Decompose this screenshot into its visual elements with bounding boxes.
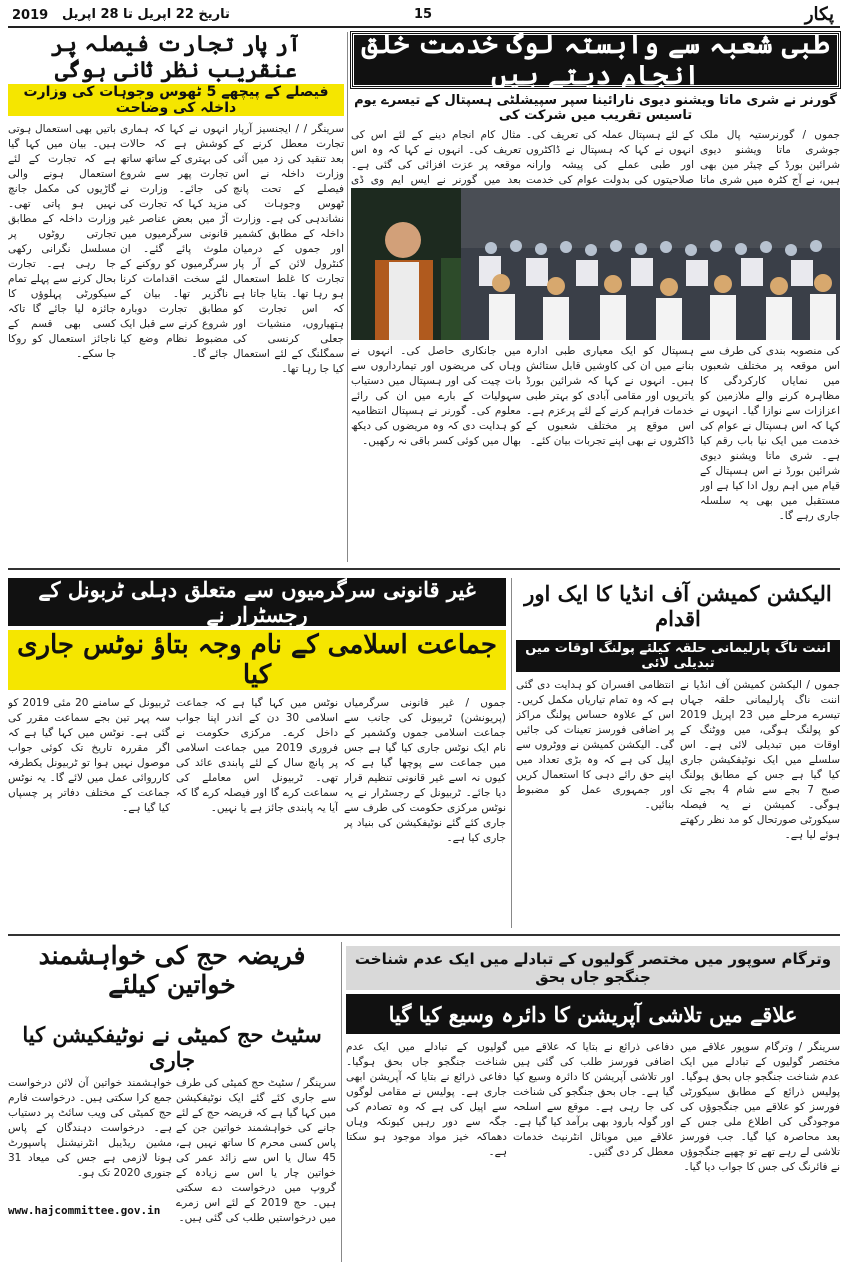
section-separator: [8, 568, 840, 570]
masthead-logo: پکار: [804, 4, 834, 25]
haj-story-subhead-box: [8, 1024, 336, 1070]
trade-story-headline-box: [8, 32, 344, 82]
health-story-column: ہسپتال کو ایک معیاری طبی ادارہ بنانے میں ان کی کاوشیں قابل ستائش ہیں۔ انہوں نے کہا کہ شرائین بورڈ یاتریوں اور مقامی آبادی کو بہتر طبی خدمات فراہم کرنے کے لئے پرعزم ہے۔ اس موقع پر مختلف شعبوں کے ڈاکٹروں نے بھی اپنے تجربات بیان کئے۔: [526, 345, 694, 447]
election-story-headline: الیکشن کمیشن آف انڈیا کا ایک اور اقدام: [524, 581, 832, 631]
sopore-story-column: دفاعی ذرائع نے بتایا کہ علاقے میں اضافی فورسز طلب کی گئی ہیں اور تلاشی آپریشن کا دائرہ وسیع کیا گیا ہے۔ جاں بحق جنگجو کی شناخت کی جا رہی ہے۔ موقع سے اسلحہ اور گولہ بارود بھی برآمد کیا گیا ہے۔ علاقے میں موبائل انٹرنیٹ خدمات معطل کر دی گئیں۔: [513, 1041, 674, 1158]
election-story-subhead-box: [516, 640, 840, 672]
jei-story-headline-box: [8, 578, 506, 626]
haj-story-column: خواہشمند خواتین آن لائن درخواست جمع کرا سکتی ہیں۔ درخواست فارم حج کمیٹی کی ویب سائٹ پر دستیاب ہے۔ درخواست دہندگان کے پاس مشین ریڈیبل انٹرنیشنل پاسپورٹ ہونا لازمی ہے جس کی میعاد 31 جنوری 2020 تک ہو۔: [8, 1077, 172, 1179]
page-header-bar: [8, 4, 840, 28]
issue-date-range: تاریخ 22 اپریل تا 28 اپریل: [62, 7, 230, 22]
column-rule: [347, 32, 348, 562]
sopore-story-subhead: علاقے میں تلاشی آپریشن کا دائرہ وسیع کیا گیا: [388, 1001, 798, 1027]
page-number: 15: [414, 7, 433, 22]
jei-story-column: نوٹس میں کہا گیا ہے کہ جماعت اسلامی 30 دن کے اندر اپنا جواب داخل کرے۔ مرکزی حکومت نے فروری 2019 میں جماعت اسلامی پر پانچ سال کے لئے پابندی عائد کی تھی۔ ٹربیونل اس معاملے کی سماعت کرے گا اور فیصلہ کرے گا کہ آیا یہ پابندی جائز ہے یا نہیں۔: [176, 697, 338, 814]
sopore-story-column: گولیوں کے تبادلے میں ایک عدم شناخت جنگجو جاں بحق ہوگیا۔ دفاعی ذرائع نے بتایا کہ آپریشن ابھی جاری ہے۔ پولیس نے مقامی لوگوں سے اپیل کی ہے کہ وہ تصادم کی جگہ سے دور رہیں کیونکہ وہاں دھماکہ خیز مواد موجود ہو سکتا ہے۔: [346, 1041, 507, 1158]
haj-story-column: سرینگر / سٹیٹ حج کمیٹی کی طرف سے جاری کئے گئے ایک نوٹیفکیشن میں کہا گیا ہے کہ فریضہ حج کے لئے جانے کی خواہشمند خواتین جن کے پاس کسی محرم کا ساتھ نہیں ہے، 45 سال یا اس سے زائد عمر کی خواتین چار یا اس سے زیادہ کے گروپ میں درخواست دے سکتی ہیں۔ حج 2019 کے لئے اس زمرے میں درخواستیں طلب کی گئی ہیں۔: [176, 1077, 336, 1224]
column-rule: [511, 578, 512, 928]
jei-story-subhead: جماعت اسلامی کے نام وجہ بتاؤ نوٹس جاری کیا: [17, 630, 497, 690]
election-story-headline-box: [516, 578, 840, 634]
section-separator: [8, 934, 840, 936]
jei-story-column: ٹربیونل کے سامنے 20 مئی 2019 کو سہ پہر تین بجے سماعت مقرر کی گئی ہے۔ نوٹس میں کہا گیا ہے کہ اگر مقررہ تاریخ تک کوئی جواب موصول نہیں ہوا تو ٹربیونل یکطرفہ کارروائی عمل میں لائے گا۔ یہ نوٹس جماعت کے مختلف دفاتر پر چسپاں کیا گیا ہے۔: [8, 697, 170, 814]
sopore-story-headline-box: [346, 946, 840, 990]
health-story-headline-box: [351, 29, 840, 91]
audience-photo-graphic: [351, 188, 840, 340]
trade-story-column: سرینگر / / ایجنسیز آرپار تجارت معطل کرنے کے بعد تنقید کی زد میں آئی وزارت داخلہ نے اس فیصلے کے تحت پانچ ٹھوس وجوہات کی نشاندہی کی ہے۔ وزارت داخلہ کے مطابق کشمیر اور جموں کے درمیان کنٹرول لائن کے آر پار تجارت کا غلط استعمال ہو رہا تھا۔ بتایا جاتا ہے کہ اس تجارت کو ہتھیاروں، منشیات اور جعلی کرنسی کی سمگلنگ کے لئے استعمال کیا جا رہا تھا۔: [233, 123, 344, 375]
trade-story-headline: آر پار تجارت فیصلہ پر عنقریب نظر ثانی ہوگی: [51, 31, 301, 83]
haj-story-subhead: سٹیٹ حج کمیٹی نے نوٹیفکیشن کیا جاری: [22, 1022, 322, 1072]
election-story-column: جموں / الیکشن کمیشن آف انڈیا نے اننت ناگ پارلیمانی حلقہ جہاں تیسرے مرحلے میں 23 اپریل 2019 کو پولنگ ہوگی، میں ووٹنگ کے اوقات میں تبدیلی لائی ہے۔ اس سلسلے میں ایک نوٹیفکیشن جاری کیا گیا ہے جس کے مطابق پولنگ صبح 7 بجے سے شام 4 بجے تک ہوگی۔ کمیشن نے یہ فیصلہ سیکورٹی صورتحال کو مد نظر رکھتے ہوئے لیا ہے۔: [680, 679, 840, 841]
governor-event-photo: [351, 188, 840, 340]
health-story-column: مثال کام انجام دینے کے لئے اس کی تعریف کی۔ انہوں نے کہا کہ وہ اس موقعہ پر عزت افزائی کی گئی ہے۔ بعد میں گورنر نے ایس ایم وی ڈی: [351, 129, 521, 186]
haj-story-headline-box: [8, 942, 336, 998]
health-story-column: جموں / گورنرستیہ پال ملک جوشری ماتا ویشنو دیوی شرائین بورڈ کے چیئر مین بھی ہیں، نے آج کٹرہ میں شری ماتا: [700, 129, 840, 186]
sopore-story-headline: وترگام سوپور میں مختصر گولیوں کے تبادلے میں ایک عدم شناخت جنگجو جاں بحق: [354, 950, 832, 986]
haj-committee-website[interactable]: www.hajcommittee.gov.in: [8, 1204, 161, 1217]
health-story-subhead: گورنر نے شری ماتا ویشنو دیوی نارائینا سپر سپیشلٹی ہسپتال کے تیسرے یوم تاسیس تقریب میں شرکت کی: [354, 93, 837, 123]
column-rule: [341, 942, 342, 1262]
jei-story-headline: غیر قانونی سرگرمیوں سے متعلق دہلی ٹربونل کے رجسٹرار نے: [38, 577, 476, 627]
health-story-column: میں جانکاری حاصل کی۔ انہوں نے وہاں کی مریضوں اور تیمارداروں سے بات چیت کی اور ہسپتال میں دستیاب سہولیات کے بارے میں ان کی رائے معلوم کی۔ گورنر نے ہسپتال انتظامیہ کو ہدایت دی کہ وہ مریضوں کی دیکھ بھال میں کوئی کسر باقی نہ رکھیں۔: [351, 345, 521, 447]
trade-story-subhead: فیصلے کے پیچھے 5 ٹھوس وجوہات کی وزارت داخلہ کی وضاحت: [23, 84, 329, 116]
election-story-column: انتظامی افسران کو ہدایت دی گئی ہے کہ وہ تمام تیاریاں مکمل کریں۔ اس کے علاوہ حساس پولنگ مراکز پر اضافی فورسز تعینات کی جائیں گی۔ الیکشن کمیشن نے ووٹروں سے اپیل کی ہے کہ وہ بڑی تعداد میں اپنے حق رائے دہی کا استعمال کریں اور جمہوری عمل کو مضبوط بنائیں۔: [516, 679, 674, 811]
health-story-headline: طبی شعبہ سے وابستہ لوگ خدمت خلق انجام دیتے ہیں: [361, 29, 830, 91]
health-story-column: کے لئے ہسپتال عملہ کی تعریف کی۔ انہوں نے کہا کہ ہسپتال نے ڈاکٹروں اور طبی عملے کی پیشہ وارانہ صلاحیتوں کی بدولت عوام کی خدمت: [526, 129, 694, 186]
jei-story-column: جموں / غیر قانونی سرگرمیاں (پریونشن) ٹربیونل کی جانب سے جماعت اسلامی جموں وکشمیر کے نام ایک نوٹس جاری کیا گیا ہے جس میں جماعت سے پوچھا گیا ہے کہ کیوں نہ اسے غیر قانونی تنظیم قرار دیا جائے۔ ٹربیونل کے رجسٹرار نے یہ نوٹس مرکزی حکومت کی طرف سے جاری کئے گئے نوٹیفکیشن کی بنیاد پر جاری کیا ہے۔: [344, 697, 506, 844]
sopore-story-column: سرینگر / وترگام سوپور علاقے میں مختصر گولیوں کے تبادلے میں ایک عدم شناخت جنگجو جاں بحق ہوگیا۔ پولیس ذرائع کے مطابق سیکورٹی فورسز کو علاقے میں جنگجوؤں کی موجودگی کی اطلاع ملی جس کے بعد محاصرہ کیا گیا۔ جب فورسز تلاشی لے رہے تھے تو چھپے جنگجوؤں نے فائرنگ کی جس کا جواب دیا گیا۔: [680, 1041, 840, 1173]
sopore-story-subhead-box: [346, 994, 840, 1034]
health-story-column: کی منصوبہ بندی کی طرف سے اس موقعہ پر مختلف شعبوں میں نمایاں کارکردگی کا مظاہرہ کرنے والے ملازمین کو اعزازات سے نوازا گیا۔ انہوں نے کہا کہ اس ہسپتال نے عوام کی خدمت میں ایک نیا باب رقم کیا ہے۔ شری ماتا ویشنو دیوی شرائین بورڈ نے اس ہسپتال کے قیام میں اہم رول ادا کیا ہے اور مستقبل میں بھی یہ سلسلہ جاری رہے گا۔: [700, 345, 840, 522]
trade-story-subhead-box: [8, 84, 344, 116]
trade-story-column: باتیں بھی استعمال ہوتی ہیں۔ بیان میں کہا گیا ہے کہ تجارت کے لئے استعمال ہونے والی گاڑیوں کی مکمل جانچ نہیں ہو پاتی تھی۔ وزارت داخلہ کے مطابق تجارتی روٹوں پر مسلسل نگرانی رکھی جا رہی ہے۔ تجارت بحال کرنے سے پہلے تمام سیکورٹی پہلوؤں کا جائزہ لیا جائے گا تاکہ کسی بھی قسم کے ناجائز استعمال کو روکا جا سکے۔: [8, 123, 116, 360]
health-story-subhead-box: [351, 93, 840, 123]
jei-story-subhead-box: [8, 630, 506, 690]
election-story-subhead: اننت ناگ پارلیمانی حلقہ کیلئے پولنگ اوقات میں تبدیلی لائی: [525, 641, 831, 671]
haj-story-headline: فریضہ حج کی خواہشمند خواتین کیلئے: [38, 941, 306, 999]
trade-story-column: انہوں نے کہا کہ ہماری کوشش ہے کہ حالات کی بہتری کے ساتھ ساتھ تجارت پھر سے شروع کی جائے۔ وزارت نے مزید کہا کہ تجارت کی آڑ میں بعض عناصر غیر قانونی سرگرمیوں میں ملوث پائے گئے۔ ان سرگرمیوں کو روکنے کے لئے سخت اقدامات کرنا ناگزیر تھا۔ بیان کے مطابق تجارت دوبارہ شروع کرنے سے قبل ایک مضبوط نظام وضع کیا جائے گا۔: [120, 123, 228, 360]
issue-year: 2019: [12, 8, 49, 23]
